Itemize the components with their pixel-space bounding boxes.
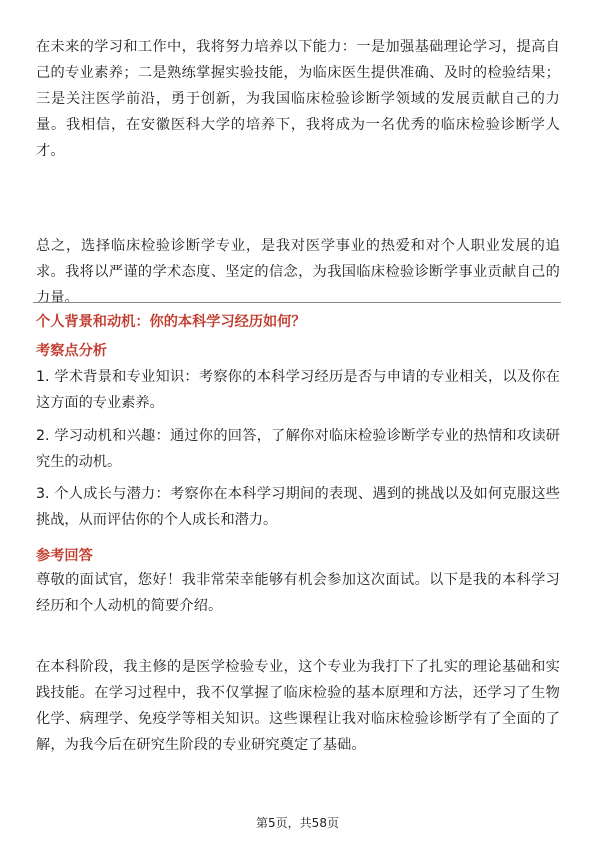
answer-heading: 参考回答 — [36, 548, 93, 564]
analysis-heading: 考察点分析 — [36, 343, 107, 359]
analysis-item: 2. 学习动机和兴趣：通过你的回答，了解你对临床检验诊断学专业的热情和攻读研究生的动机。 — [36, 428, 560, 470]
paragraph-conclusion: 总之，选择临床检验诊断学专业，是我对医学事业的热爱和对个人职业发展的追求。我将以严谨的学术态度、坚定的信念，为我国临床检验诊断学事业贡献自己的力量。 — [36, 238, 560, 306]
question-heading: 个人背景和动机：你的本科学习经历如何？ — [36, 314, 306, 330]
paragraph-future-abilities: 在未来的学习和工作中，我将努力培养以下能力：一是加强基础理论学习，提高自己的专业素养；二是熟练掌握实验技能，为临床医生提供准确、及时的检验结果；三是关注医学前沿，勇于创新，为我国临床检验诊断学领域的发展贡献自己的力量。我相信，在安徽医科大学的培养下，我将成为一名优秀的临床检验诊断学人才。 — [36, 39, 560, 159]
answer-paragraph-undergrad: 在本科阶段，我主修的是医学检验专业，这个专业为我打下了扎实的理论基础和实践技能。在学习过程中，我不仅掌握了临床检验的基本原理和方法，还学习了生物化学、病理学、免疫学等相关知识。这些课程让我对临床检验诊断学有了全面的了解，为我今后在研究生阶段的专业研究奠定了基础。 — [36, 659, 560, 753]
page-footer: 第5页，共58页 — [256, 816, 339, 830]
section-divider — [33, 302, 561, 303]
analysis-item: 1. 学术背景和专业知识：考察你的本科学习经历是否与申请的专业相关，以及你在这方面的专业素养。 — [36, 369, 560, 411]
answer-paragraph-greeting: 尊敬的面试官，您好！我非常荣幸能够有机会参加这次面试。以下是我的本科学习经历和个人动机的简要介绍。 — [36, 572, 560, 614]
analysis-item: 3. 个人成长与潜力：考察你在本科学习期间的表现、遇到的挑战以及如何克服这些挑战，从而评估你的个人成长和潜力。 — [36, 486, 560, 528]
